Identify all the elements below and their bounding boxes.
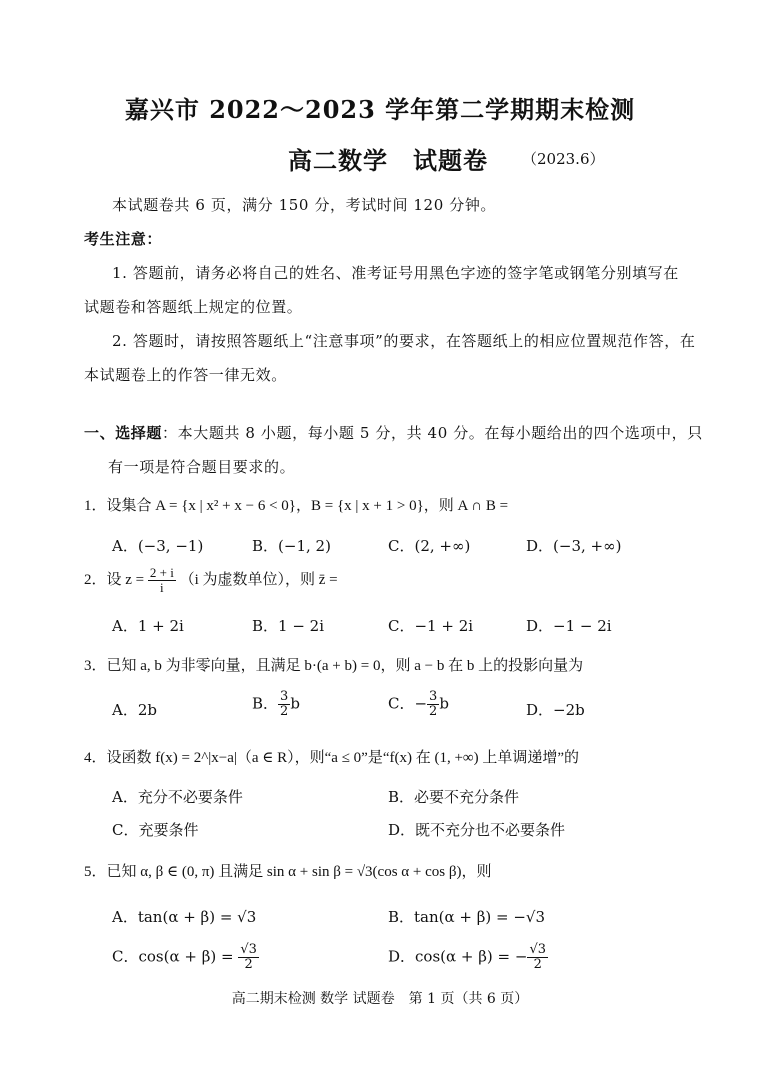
question-2-option-a: A．1 + 2i xyxy=(112,617,184,635)
question-3-option-b-label: B． xyxy=(252,694,279,713)
question-1-option-d: D．(−3, +∞) xyxy=(526,537,622,555)
question-2-fraction-numerator: 2 + i xyxy=(149,565,174,580)
intro-text: 本试题卷共 6 页，满分 150 分，考试时间 120 分钟。 xyxy=(112,196,497,214)
question-3-option-b-fraction xyxy=(278,690,290,719)
question-5-option-c xyxy=(112,943,259,972)
question-3-option-c-vector: b xyxy=(439,694,449,713)
notice-item-1-line-2: 试题卷和答题纸上规定的位置。 xyxy=(84,298,303,316)
question-5-option-a: A．tan(α + β) = √3 xyxy=(112,908,257,926)
question-5-option-c-denominator: 2 xyxy=(244,957,253,972)
question-2-prefix: 2．设 z = xyxy=(84,571,145,588)
notice-item-1-line-1: 1. 答题前，请务必将自己的姓名、准考证号用黑色字迹的签字笔或钢笔分别填写在 xyxy=(112,264,679,282)
question-1-option-c: C．(2, +∞) xyxy=(388,537,471,555)
question-5-option-d-label: D．cos(α + β) = − xyxy=(388,947,528,966)
notice-item-2-line-1: 2. 答题时，请按照答题纸上“注意事项”的要求，在答题纸上的相应位置规范作答，在 xyxy=(112,332,696,350)
question-2-option-d: D．−1 − 2i xyxy=(526,617,612,635)
question-3-option-c-numerator: 3 xyxy=(429,689,438,704)
question-1-stem: 1．设集合 A = {x | x² + x − 6 < 0}，B = {x | x + 1 > 0}，则 A ∩ B = xyxy=(84,498,509,514)
question-3-option-b xyxy=(252,690,300,719)
question-3-option-c-label: C．− xyxy=(388,694,428,713)
question-4-option-a: A．充分不必要条件 xyxy=(112,788,243,806)
question-2-suffix: （i 为虚数单位），则 z̄ = xyxy=(179,571,338,588)
question-2-fraction xyxy=(148,566,176,595)
section-1-intro-line-2: 有一项是符合题目要求的。 xyxy=(108,458,296,476)
question-3-option-c-denominator: 2 xyxy=(429,704,438,719)
question-4-stem: 4．设函数 f(x) = 2^|x−a|（a ∈ R），则“a ≤ 0”是“f(x) 在 (1, +∞) 上单调递增”的 xyxy=(84,750,580,766)
question-5-option-d-numerator: √3 xyxy=(529,942,547,957)
question-4-option-c: C．充要条件 xyxy=(112,821,199,839)
section-1-text: ：本大题共 8 小题，每小题 5 分，共 40 分。在每小题给出的四个选项中，只 xyxy=(162,424,703,442)
question-3-option-b-denominator: 2 xyxy=(280,704,289,719)
question-2-fraction-denominator: i xyxy=(160,580,164,595)
question-5-option-b: B．tan(α + β) = −√3 xyxy=(388,908,546,926)
exam-date: （2023.6） xyxy=(522,150,605,168)
question-3-stem: 3．已知 a, b 为非零向量，且满足 b·(a + b) = 0，则 a − b 在 b 上的投影向量为 xyxy=(84,658,584,674)
question-2-option-c: C．−1 + 2i xyxy=(388,617,474,635)
question-3-option-c xyxy=(388,690,449,719)
notice-heading: 考生注意： xyxy=(84,230,163,248)
question-5-option-c-fraction xyxy=(238,943,259,972)
question-5-option-d xyxy=(388,943,548,972)
question-1-option-a: A．(−3, −1) xyxy=(112,537,204,555)
question-5-stem: 5．已知 α, β ∈ (0, π) 且满足 sin α + sin β = √3(cos α + cos β)，则 xyxy=(84,864,492,880)
page-subtitle: 高二数学 试题卷 xyxy=(288,146,488,175)
question-3-option-b-numerator: 3 xyxy=(280,689,289,704)
page-footer: 高二期末检测 数学 试题卷 第 1 页（共 6 页） xyxy=(231,991,529,1007)
question-5-option-d-denominator: 2 xyxy=(533,957,542,972)
page-title: 嘉兴市 2022～2023 学年第二学期期末检测 xyxy=(124,95,636,124)
question-5-option-c-numerator: √3 xyxy=(240,942,257,957)
section-1-label: 一、选择题 xyxy=(84,424,163,442)
question-2-option-b: B．1 − 2i xyxy=(252,617,325,635)
question-2-stem xyxy=(84,566,338,595)
question-5-option-c-label: C．cos(α + β) = xyxy=(112,947,234,966)
question-4-option-d: D．既不充分也不必要条件 xyxy=(388,821,566,839)
notice-item-2-line-2: 本试题卷上的作答一律无效。 xyxy=(84,366,287,384)
question-1-option-b: B．(−1, 2) xyxy=(252,537,331,555)
question-3-option-b-vector: b xyxy=(290,694,300,713)
question-3-option-c-fraction xyxy=(427,690,439,719)
question-4-option-b: B．必要不充分条件 xyxy=(388,788,520,806)
question-5-option-d-fraction xyxy=(527,943,548,972)
question-3-option-a: A．2b xyxy=(112,701,157,719)
question-3-option-d: D．−2b xyxy=(526,701,585,719)
section-1-intro xyxy=(84,422,703,443)
